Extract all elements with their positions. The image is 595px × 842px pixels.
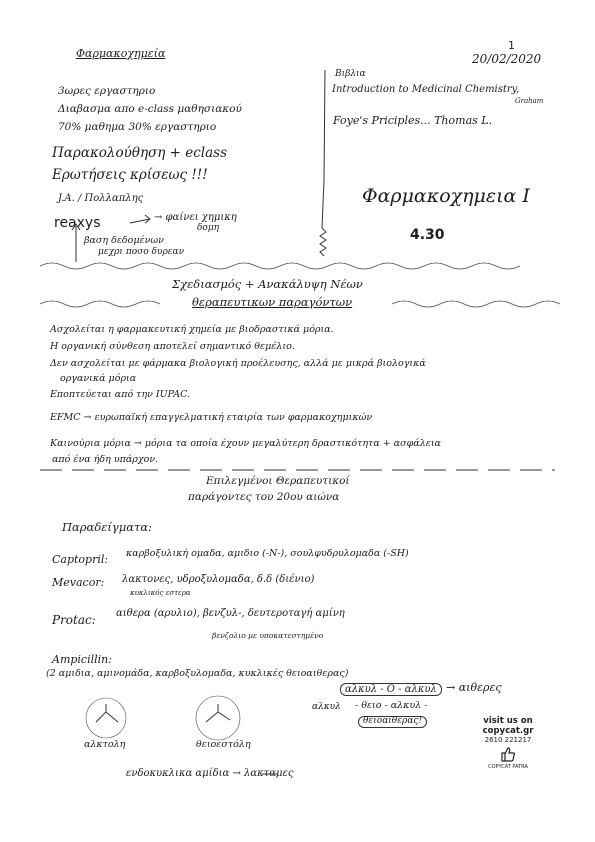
mevacor-name: Mevacor: [52,576,105,589]
note-line-6: J.A. / Πολλαπλης [58,193,144,204]
stamp-line-4: COPYCAT PATRA [488,764,528,770]
ampicillin-name: Ampicillin: [52,653,112,666]
structure-2-bonds [206,704,230,722]
note-line-3: 70% μαθημα 30% εργαστηριο [58,121,217,133]
thumbs-up-icon [500,746,516,762]
captopril-desc: καρβοξυλική ομαδα, αμιδιο (-N-), σουλφυδρυλομαδα (-SH) [126,548,409,559]
protac-desc: αιθερα (αρυλιο), βενζυλ-, δευτεροταγή αμίνη [116,608,345,619]
bullet-2: Η οργανική σύνθεση αποτελεί σημαντικό θεμέλιο. [50,341,295,352]
ether-arrow: → αιθερες [446,681,502,694]
page-number: 1 [508,39,515,52]
bullet-3a: Δεν ασχολείται με φάρμακα βιολογική προέλευσης, αλλά με μικρά βιολογικά [50,358,426,369]
note-line-2: Διαβασμα απο e-class μαθησιακού [58,103,242,115]
thio-prefix: αλκυλ [312,702,341,712]
note-line-1: 3ωρες εργαστηριο [58,85,156,97]
book-1-author: Graham [515,97,544,105]
mevacor-note: κυκλικός εστερα [130,589,191,597]
section-1-title-1: Σχεδιασμός + Ανακάλυψη Νέων [172,277,363,291]
zigzag-divider [320,228,326,256]
section-2-title-1: Επιλεγμένοι Θεραπευτικοί [206,475,350,487]
reaxys-arrow [130,215,150,223]
captopril-name: Captopril: [52,553,109,566]
structure-1-ring [86,698,126,738]
vertical-divider [322,70,325,228]
subject-title: Φαρμακοχημεία [76,47,166,60]
efmc-note: EFMC → ευρωπαϊκή επαγγελματική εταιρία των φαρμακοχημικών [50,412,373,423]
book-1: Introduction to Medicinal Chemistry, [332,84,520,95]
bullet-3b: οργανικά μόρια [60,373,137,384]
bullet-5a: Καινούρια μόρια → μόρια τα οποία έχουν μεγαλύτερη δραστικότητα + ασφάλεια [50,438,441,449]
thioether-label: θειοαιθερας! [358,716,427,728]
protac-name: Protac: [52,613,96,627]
structure-1-bonds [96,704,118,722]
ampicillin-desc: (2 αμιδια, αμινομάδα, καρβοξυλομαδα, κυκλικές θειοαιθερας) [46,668,349,679]
structure-2-label: θειοεστόλη [196,739,251,750]
copycat-stamp [468,716,548,770]
reaxys-label: reaxys [54,215,101,231]
reaxys-note-1: → φαίνει χημικη [154,212,237,223]
stamp-line-2: copycat.gr [482,726,534,736]
reaxys-note-2: δομη [197,223,220,233]
ether-formula: αλκυλ - O - αλκυλ [340,683,442,696]
examples-label: Παραδείγματα: [62,520,153,534]
mevacor-desc: λακτονες, υδροξυλομαδα, δ.δ (διένιο) [122,574,315,585]
date: 20/02/2020 [472,52,542,66]
stamp-line-3: 2610 221217 [484,736,532,744]
ornament-border [40,263,520,269]
note-line-4: Παρακολούθηση + eclass [52,145,227,161]
bullet-1: Ασχολείται η φαρμακευτική χημεία με βιοδραστικά μόρια. [50,324,334,335]
note-line-5: Ερωτήσεις κρίσεως !!! [52,167,208,183]
ornament-border-bottom-right [392,301,560,307]
thio-formula: - θειο - αλκυλ - [355,700,428,711]
bullet-5b: από ένα ήδη υπάρχον. [52,454,159,465]
time-note: 4.30 [410,227,445,243]
books-label: Βιβλια [335,69,366,79]
database-note-1: βαση δεδομένων [84,235,164,246]
book-2: Foye's Priciples... Thomas L. [333,114,493,127]
bullet-4: Εποπτεύεται από την IUPAC. [50,389,191,400]
section-2-title-2: παράγοντες του 20ου αιώνα [188,491,340,503]
course-title: Φαρμακοχημεια I [362,185,530,207]
structure-1-label: αλκτολη [84,739,126,750]
stamp-line-1: visit us on [483,716,533,726]
database-note-2: μεχρι ποσο δυρεαν [98,247,185,257]
protac-note: βενζολιο με υποκατεστημένο [212,631,324,640]
bottom-note: ενδοκυκλικα αμίδια → λακταμες [126,768,294,779]
structure-2-ring [196,696,240,740]
section-1-title-2: θεραπευτικων παραγόντων [192,295,353,309]
ornament-border-bottom [40,301,160,307]
